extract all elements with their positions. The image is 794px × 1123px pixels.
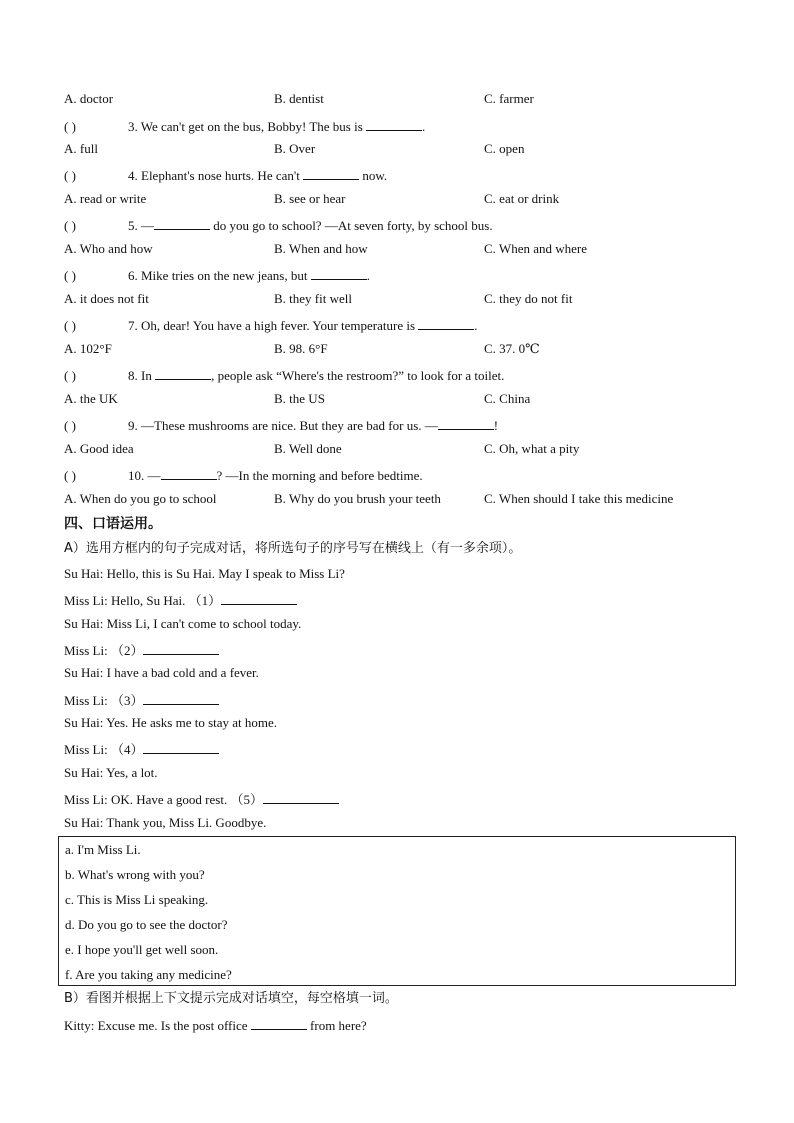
kitty-text-post: from here? (306, 1018, 367, 1033)
option-a[interactable]: A. Good idea (64, 441, 134, 456)
question-8-options (64, 391, 744, 407)
question-10-options (64, 491, 744, 507)
question-text-post: do you go to school? —At seven forty, by school bus. (210, 218, 493, 233)
question-9 (64, 416, 498, 434)
dialogue-text: Miss Li: (64, 693, 111, 708)
option-a[interactable]: A. full (64, 141, 98, 156)
question-text-pre: 8. In (128, 368, 156, 383)
dialogue-text: Miss Li: (64, 742, 111, 757)
answer-paren[interactable]: ( ) (64, 418, 76, 433)
answer-paren[interactable]: ( ) (64, 368, 76, 383)
part-b-instruction: B）看图并根据上下文提示完成对话填空，每空格填一词。 (64, 991, 398, 1006)
option-c[interactable]: C. open (484, 141, 525, 156)
answer-blank[interactable] (221, 591, 297, 605)
answer-blank[interactable] (143, 740, 219, 754)
box-option-a: a. I'm Miss Li. (65, 842, 141, 857)
question-2-options (64, 91, 744, 107)
dialogue-text: Su Hai: Hello, this is Su Hai. May I speak to Miss Li? (64, 566, 345, 581)
answer-blank[interactable] (438, 416, 494, 430)
option-b[interactable]: B. they fit well (274, 291, 352, 306)
question-7-options (64, 341, 744, 357)
answer-blank[interactable] (155, 366, 211, 380)
option-c[interactable]: C. When and where (484, 241, 588, 256)
dialogue-text: Miss Li: Hello, Su Hai. (64, 593, 189, 608)
option-a[interactable]: A. read or write (64, 191, 147, 206)
answer-blank[interactable] (251, 1016, 307, 1030)
option-a[interactable]: A. doctor (64, 91, 114, 106)
blank-number: （1） (188, 593, 222, 608)
question-10 (64, 466, 423, 484)
option-a[interactable]: A. When do you go to school (64, 491, 217, 506)
answer-blank[interactable] (366, 117, 422, 131)
box-option-b: b. What's wrong with you? (65, 867, 205, 882)
dialogue-text: Miss Li: OK. Have a good rest. (64, 792, 231, 807)
answer-paren[interactable]: ( ) (64, 168, 76, 183)
answer-blank[interactable] (311, 266, 367, 280)
option-c[interactable]: C. eat or drink (484, 191, 560, 206)
answer-blank[interactable] (143, 691, 219, 705)
dialogue-line (64, 641, 219, 659)
kitty-line (64, 1016, 367, 1034)
question-6 (64, 266, 370, 284)
question-4-options (64, 191, 744, 207)
option-b[interactable]: B. 98. 6°F (274, 341, 328, 356)
dialogue-line (64, 591, 297, 609)
dialogue-text: Su Hai: Yes. He asks me to stay at home. (64, 715, 278, 730)
question-6-options (64, 291, 744, 307)
question-4 (64, 166, 387, 184)
answer-blank[interactable] (161, 466, 217, 480)
question-3 (64, 117, 425, 135)
question-text-post: . (422, 119, 426, 134)
question-9-options (64, 441, 744, 457)
box-option-e: e. I hope you'll get well soon. (65, 942, 219, 957)
dialogue-line (64, 691, 219, 709)
option-a[interactable]: A. 102°F (64, 341, 112, 356)
question-text-pre: 5. — (128, 218, 154, 233)
answer-blank[interactable] (418, 316, 474, 330)
option-a[interactable]: A. it does not fit (64, 291, 149, 306)
option-c[interactable]: C. they do not fit (484, 291, 573, 306)
blank-number: （3） (110, 693, 144, 708)
dialogue-text: Su Hai: Thank you, Miss Li. Goodbye. (64, 815, 267, 830)
answer-paren[interactable]: ( ) (64, 468, 76, 483)
question-text-pre: 9. —These mushrooms are nice. But they are bad for us. — (128, 418, 438, 433)
option-b[interactable]: B. Why do you brush your teeth (274, 491, 441, 506)
answer-paren[interactable]: ( ) (64, 318, 76, 333)
option-b[interactable]: B. Over (274, 141, 316, 156)
option-c[interactable]: C. Oh, what a pity (484, 441, 580, 456)
dialogue-line (64, 665, 259, 681)
answer-paren[interactable]: ( ) (64, 119, 76, 134)
option-c[interactable]: C. When should I take this medicine (484, 491, 674, 506)
dialogue-line (64, 815, 266, 831)
answer-paren[interactable]: ( ) (64, 268, 76, 283)
question-text-pre: 4. Elephant's nose hurts. He can't (128, 168, 304, 183)
dialogue-line (64, 740, 219, 758)
answer-paren[interactable]: ( ) (64, 218, 76, 233)
option-b[interactable]: B. dentist (274, 91, 324, 106)
dialogue-line (64, 765, 158, 781)
answer-blank[interactable] (303, 166, 359, 180)
box-option-f: f. Are you taking any medicine? (65, 967, 232, 982)
question-text-pre: 10. — (128, 468, 161, 483)
options-box (58, 836, 736, 986)
dialogue-text: Su Hai: Yes, a lot. (64, 765, 158, 780)
answer-blank[interactable] (143, 641, 219, 655)
question-text-post: now. (359, 168, 388, 183)
option-b[interactable]: B. the US (274, 391, 325, 406)
question-text-post: ? —In the morning and before bedtime. (216, 468, 423, 483)
question-text-post: . (366, 268, 370, 283)
part-a-instruction: A）选用方框内的句子完成对话，将所选句子的序号写在横线上（有一多余项）。 (64, 541, 522, 556)
question-text-pre: 3. We can't get on the bus, Bobby! The bus is (128, 119, 367, 134)
question-5 (64, 216, 493, 234)
dialogue-text: Miss Li: (64, 643, 111, 658)
option-c[interactable]: C. China (484, 391, 531, 406)
blank-number: （5） (230, 792, 263, 807)
dialogue-line (64, 790, 339, 808)
question-text-post: , people ask “Where's the restroom?” to look for a toilet. (211, 368, 505, 383)
question-text-pre: 6. Mike tries on the new jeans, but (128, 268, 311, 283)
box-option-c: c. This is Miss Li speaking. (65, 892, 209, 907)
question-8 (64, 366, 504, 384)
question-text-post: . (474, 318, 478, 333)
answer-blank[interactable] (263, 790, 339, 804)
blank-number: （2） (110, 643, 144, 658)
option-b[interactable]: B. When and how (274, 241, 368, 256)
dialogue-line (64, 566, 345, 582)
option-c[interactable]: C. 37. 0℃ (484, 341, 540, 356)
blank-number: （4） (110, 742, 144, 757)
option-b[interactable]: B. see or hear (274, 191, 346, 206)
option-b[interactable]: B. Well done (274, 441, 342, 456)
section-heading: 四、口语运用。 (64, 516, 162, 532)
box-option-d: d. Do you go to see the doctor? (65, 917, 228, 932)
question-3-options (64, 141, 744, 157)
kitty-text-pre: Kitty: Excuse me. Is the post office (64, 1018, 251, 1033)
question-5-options (64, 241, 744, 257)
question-text-pre: 7. Oh, dear! You have a high fever. Your temperature is (128, 318, 419, 333)
question-7 (64, 316, 478, 334)
answer-blank[interactable] (154, 216, 210, 230)
option-a[interactable]: A. Who and how (64, 241, 153, 256)
option-c[interactable]: C. farmer (484, 91, 534, 106)
option-a[interactable]: A. the UK (64, 391, 118, 406)
dialogue-line (64, 616, 301, 632)
question-text-post: ! (493, 418, 499, 433)
dialogue-text: Su Hai: Miss Li, I can't come to school today. (64, 616, 302, 631)
dialogue-line (64, 715, 277, 731)
dialogue-text: Su Hai: I have a bad cold and a fever. (64, 665, 259, 680)
